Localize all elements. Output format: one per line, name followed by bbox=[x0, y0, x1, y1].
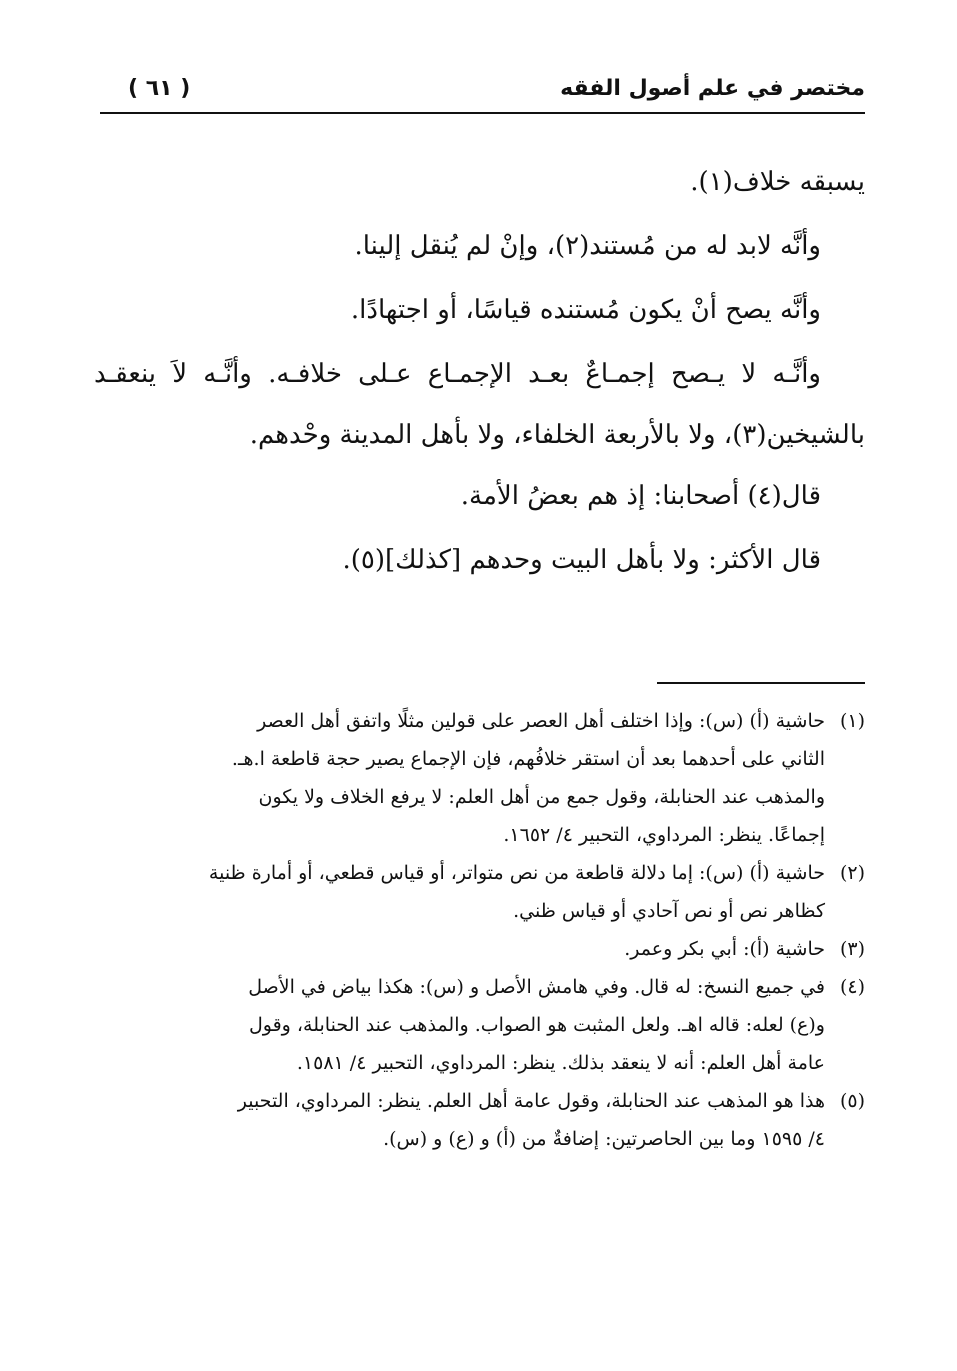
footnote-3 bbox=[92, 930, 865, 968]
footnote-line: عامة أهل العلم: أنه لا ينعقد بذلك. ينظر: المرداوي، التحبير ٤/ ١٥٨١. bbox=[296, 1052, 825, 1074]
footnote-line: و(ع) لعله: قاله اهـ. ولعل المثبت هو الصواب. والمذهب عند الحنابلة، وقول bbox=[248, 1014, 825, 1036]
footnote-line: في جميع النسخ: له قال. وفي هامش الأصل و (س): هكذا بياض في الأصل bbox=[248, 976, 825, 998]
footnote-line: هذا هو المذهب عند الحنابلة، وقول عامة أهل العلم. ينظر: المرداوي، التحبير bbox=[237, 1090, 825, 1112]
body-line: قال(٤) أصحابنا: إذ هم بعضُ الأمة. bbox=[460, 481, 821, 511]
body-line: وأنَّه يصح أنْ يكون مُستنده قياسًا، أو اجتهادًا. bbox=[350, 295, 821, 325]
footnote-number: (٤) bbox=[839, 976, 865, 998]
footnote-4 bbox=[92, 968, 865, 1082]
page-number: ( ٦١ ) bbox=[128, 76, 191, 101]
body-line: بالشيخين(٣)، ولا بالأربعة الخلفاء، ولا بأهل المدينة وحْدهم. bbox=[249, 420, 865, 450]
body-line: وأنَّه لابد له من مُستند(٢)، وإنْ لم يُنقل إلينا. bbox=[354, 231, 821, 261]
footnote-line: والمذهب عند الحنابلة، وقول جمع من أهل العلم: لا يرفع الخلاف ولا يكون bbox=[258, 786, 825, 808]
footnote-line: حاشية (أ) (س): إما دلالة قاطعة من نص متواتر، أو قياس قطعي، أو أمارة ظنية bbox=[208, 862, 825, 884]
body-line: وأنَّـه لا يـصح إجمـاعٌ بعـد الإجمـاع عـلى خلافـه. وأنَّـه لاَ ينعقـد bbox=[94, 359, 821, 389]
footnote-line: إجماعًا. ينظر: المرداوي، التحبير ٤/ ١٦٥٢. bbox=[503, 824, 825, 846]
body-line: قال الأكثر: ولا بأهل البيت وحدهم [كذلك](٥). bbox=[342, 545, 821, 575]
body-line: يسبقه خلاف(١). bbox=[690, 167, 865, 197]
footnote-line: كظاهر نص أو نص آحادي أو قياس ظني. bbox=[513, 900, 825, 922]
footnote-number: (١) bbox=[839, 710, 865, 732]
footnote-number: (٢) bbox=[839, 862, 865, 884]
footnote-line: حاشية (أ): أبي بكر وعمر. bbox=[624, 938, 825, 960]
running-header-title: مختصر في علم أصول الفقه bbox=[560, 76, 865, 101]
footnote-line: الثاني على أحدهما بعد أن استقر خلافُهم، فإن الإجماع يصير حجة قاطعة ا.هـ. bbox=[231, 748, 825, 770]
footnote-number: (٣) bbox=[839, 938, 865, 960]
footnote-5 bbox=[92, 1082, 865, 1158]
footnote-number: (٥) bbox=[839, 1090, 865, 1112]
footnote-2 bbox=[92, 854, 865, 930]
footnote-1 bbox=[92, 702, 865, 854]
main-text bbox=[94, 150, 865, 592]
footnote-separator bbox=[657, 682, 865, 684]
footnotes bbox=[92, 702, 865, 1158]
header-rule bbox=[100, 112, 865, 114]
footnote-line: حاشية (أ) (س): وإذا اختلف أهل العصر على قولين مثلًا واتفق أهل العصر bbox=[257, 710, 825, 732]
footnote-line: ٤/ ١٥٩٥ وما بين الحاصرتين: إضافةٌ من (أ) و (ع) و (س). bbox=[383, 1128, 825, 1150]
